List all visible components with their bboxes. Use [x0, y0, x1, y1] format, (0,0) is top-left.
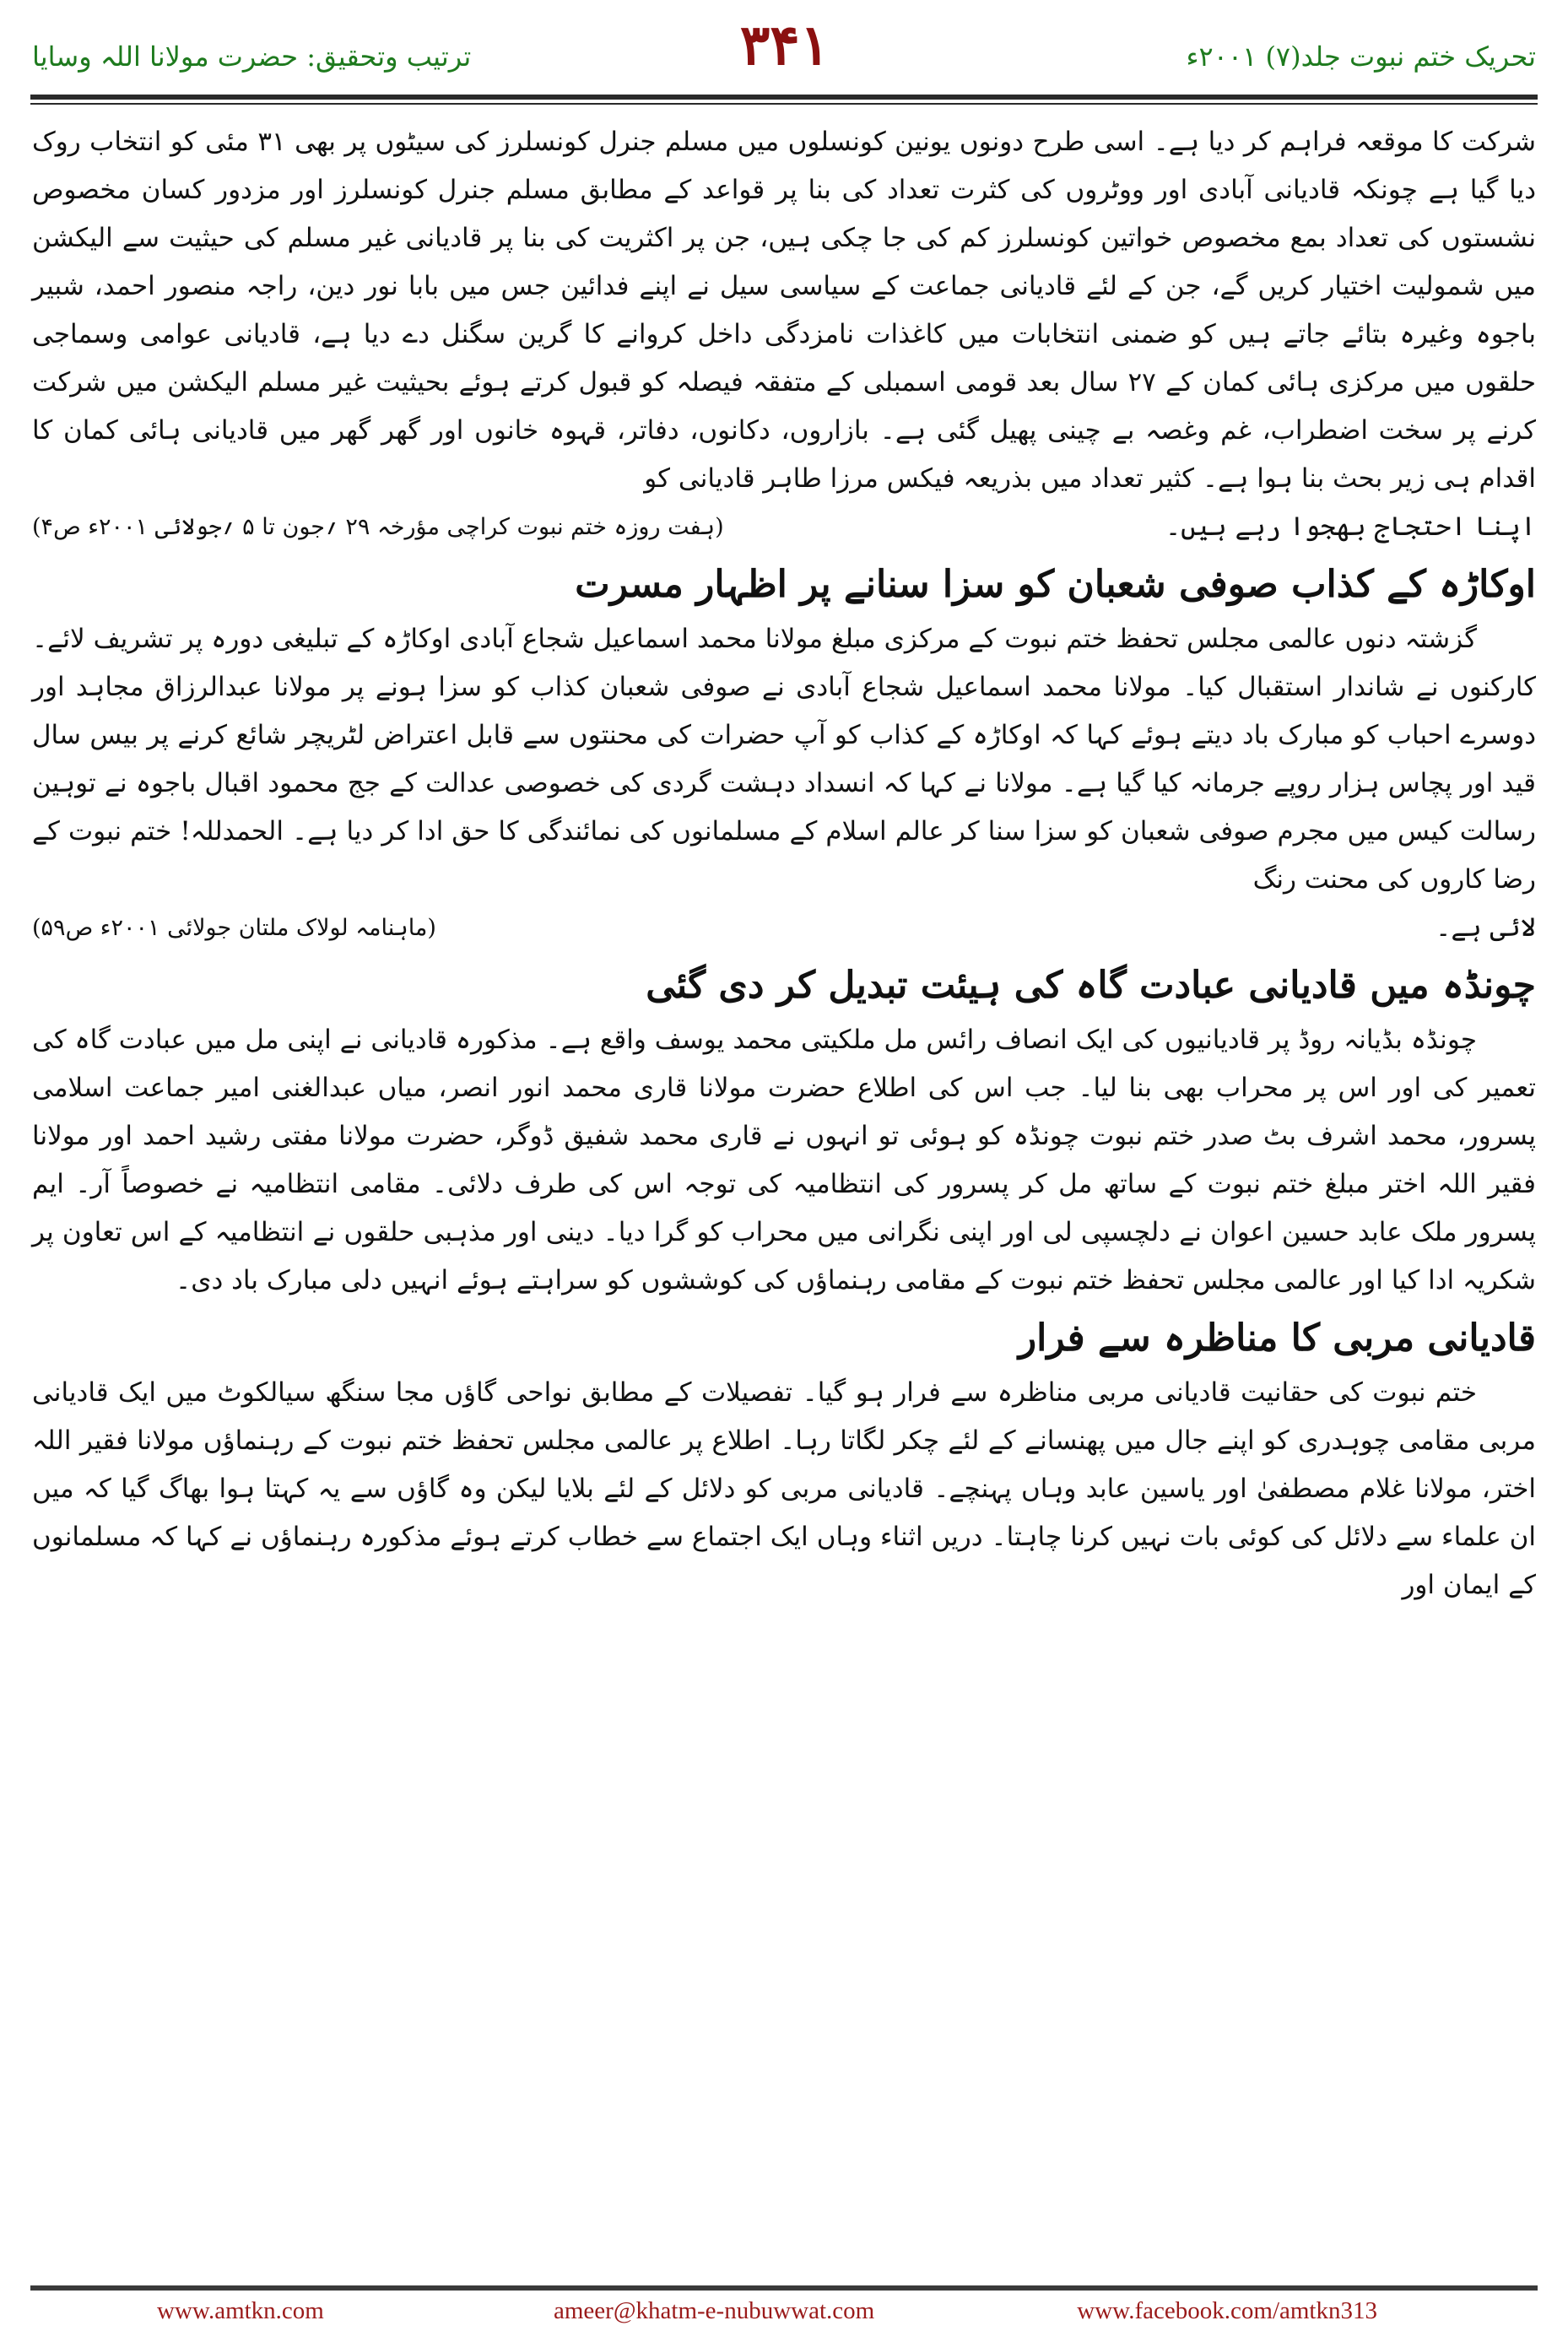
source-line — [32, 904, 1536, 952]
section-heading: اوکاڑہ کے کذاب صوفی شعبان کو سزا سنانے پر اظہار مسرت — [575, 563, 1536, 606]
paragraph: شرکت کا موقعہ فراہم کر دیا ہے۔ اسی طرح دونوں یونین کونسلوں میں مسلم جنرل کونسلرز کی سیٹوں پر بھی ۳۱ مئی کو انتخاب روک دیا گیا ہے چونکہ قادیانی آبادی اور ووٹروں کی کثرت تعداد کی بنا پر قواعد کے مطابق مسلم جنرل کونسلرز اور مزدور کسان مخصوص نشستوں کی تعداد بمع مخصوص خواتین کونسلرز کم کی جا چکی ہیں، جن پر اکثریت کی بنا پر قادیانی غیر مسلم کی حیثیت سے الیکشن میں شمولیت اختیار کریں گے، جن کے لئے قادیانی جماعت کے سیاسی سیل نے اپنے فدائین جس میں بابا نور دین، راجہ منصور احمد، شبیر باجوہ وغیرہ بتائے جاتے ہیں کو ضمنی انتخابات میں کاغذات نامزدگی داخل کروانے کا گرین سگنل دے دیا ہے، قادیانی عوامی وسماجی حلقوں میں مرکزی ہائی کمان کے ۲۷ سال بعد قومی اسمبلی کے متفقہ فیصلہ کو قبول کرتے ہوئے بحیثیت غیر مسلم الیکشن میں شرکت کرنے پر سخت اضطراب، غم وغصہ بے چینی پھیل گئی ہے۔ بازاروں، دکانوں، دفاتر، قہوہ خانوں اور گھر گھر میں قادیانی ہائی کمان کا اقدام ہی زیر بحث بنا ہوا ہے۔ کثیر تعداد میں بذریعہ فیکس مرزا طاہر قادیانی کو — [32, 127, 1536, 494]
footer-links — [30, 2297, 1538, 2331]
section-okara — [32, 558, 1536, 952]
footer-divider — [30, 2285, 1538, 2291]
source-line — [32, 503, 1536, 551]
header-divider-thin — [30, 103, 1538, 105]
page-body — [32, 118, 1536, 1609]
page-header — [0, 0, 1568, 95]
email-link[interactable]: ameer@khatm-e-nubuwwat.com — [554, 2297, 875, 2324]
paragraph-closing: اپنا احتجاج بھجوا رہے ہیں۔ — [1165, 511, 1536, 542]
source-citation: (ہفت روزہ ختم نبوت کراچی مؤرخہ ۲۹ ؍جون تا ۵ ؍جولائی ۲۰۰۱ء ص۴) — [32, 514, 724, 540]
page-footer — [0, 2285, 1568, 2342]
source-citation: (ماہنامہ لولاک ملتان جولائی ۲۰۰۱ء ص۵۹) — [32, 915, 436, 941]
paragraph: گزشتہ دنوں عالمی مجلس تحفظ ختم نبوت کے مرکزی مبلغ مولانا محمد اسماعیل شجاع آبادی اوکاڑہ کے تبلیغی دورہ پر تشریف لائے۔ کارکنوں نے شاندار استقبال کیا۔ مولانا محمد اسماعیل شجاع آبادی نے صوفی شعبان کذاب کو سزا ہونے پر مولانا عبدالرزاق مجاہد اور دوسرے احباب کو مبارک باد دیتے ہوئے کہا کہ اوکاڑہ کے کذاب کو آپ حضرات کی محنتوں سے قابل اعتراض لٹریچر شائع کرنے پر بیس سال قید اور پچاس ہزار روپے جرمانہ کیا گیا ہے۔ مولانا نے کہا کہ انسداد دہشت گردی کی خصوصی عدالت کے جج محمود اقبال باجوہ نے توہین رسالت کیس میں مجرم صوفی شعبان کو سزا سنا کر عالم اسلام کے مسلمانوں کی نمائندگی کا حق ادا کر دیا ہے۔ الحمدللہ! ختم نبوت کے رضا کاروں کی محنت رنگ — [32, 624, 1536, 895]
header-compiler-credit: ترتیب وتحقیق: حضرت مولانا اللہ وسایا — [32, 41, 472, 73]
facebook-link[interactable]: www.facebook.com/amtkn313 — [1077, 2297, 1377, 2324]
page-number: ۳۴۱ — [739, 12, 830, 78]
paragraph: چونڈہ بڈیانہ روڈ پر قادیانیوں کی ایک انصاف رائس مل ملکیتی محمد یوسف واقع ہے۔ مذکورہ قادیانی نے اپنی مل میں عبادت گاہ کی تعمیر کی اور اس پر محراب بھی بنا لیا۔ جب اس کی اطلاع حضرت مولانا قاری محمد انور انصر، میاں عبدالغنی امیر جماعت اسلامی پسرور، محمد اشرف بٹ صدر ختم نبوت چونڈہ کو ہوئی تو انہوں نے قاری محمد شفیق ڈوگر، حضرت مولانا مفتی رشید احمد اور مولانا فقیر اللہ اختر مبلغ ختم نبوت کے ساتھ مل کر پسرور کی انتظامیہ کی توجہ اس کی طرف دلائی۔ مقامی انتظامیہ نے خصوصاً آر۔ ایم پسرور ملک عابد حسین اعوان نے دلچسپی لی اور اپنی نگرانی میں محراب کو گرا دیا۔ دینی اور مذہبی حلقوں نے انتظامیہ کے اس تعاون پر شکریہ ادا کیا اور عالمی مجلس تحفظ ختم نبوت کے مقامی رہنماؤں کی کوششوں کو سراہتے ہوئے انہیں دلی مبارک باد دی۔ — [32, 1025, 1536, 1295]
section-debate-escape — [32, 1312, 1536, 1609]
website-link[interactable]: www.amtkn.com — [157, 2297, 324, 2324]
header-book-title: تحریک ختم نبوت جلد(۷) ۲۰۰۱ء — [1186, 41, 1536, 73]
paragraph-closing: لائی ہے۔ — [1436, 912, 1536, 943]
section-chawinda — [32, 959, 1536, 1305]
paragraph: ختم نبوت کی حقانیت قادیانی مربی مناظرہ سے فرار ہو گیا۔ تفصیلات کے مطابق نواحی گاؤں مجا سنگھ سیالکوٹ میں ایک قادیانی مربی مقامی چوہدری کو اپنے جال میں پھنسانے کے لئے چکر لگاتا رہا۔ اطلاع پر عالمی مجلس تحفظ ختم نبوت کے رہنماؤں مولانا فقیر اللہ اختر، مولانا غلام مصطفیٰ اور یاسین عابد وہاں پہنچے۔ قادیانی مربی کو دلائل کے لئے بلایا لیکن وہ گاؤں سے یہ کہتا ہوا بھاگ گیا کہ میں ان علماء سے دلائل کی کوئی بات نہیں کرنا چاہتا۔ دریں اثناء وہاں ایک اجتماع سے خطاب کرتے ہوئے مذکورہ رہنماؤں نے کہا کہ مسلمانوں کے ایمان اور — [32, 1377, 1536, 1600]
header-divider — [30, 95, 1538, 100]
section-heading: قادیانی مربی کا مناظرہ سے فرار — [1018, 1317, 1536, 1360]
section-heading: چونڈہ میں قادیانی عبادت گاہ کی ہیئت تبدیل کر دی گئی — [646, 964, 1536, 1007]
section-continuation — [32, 118, 1536, 551]
